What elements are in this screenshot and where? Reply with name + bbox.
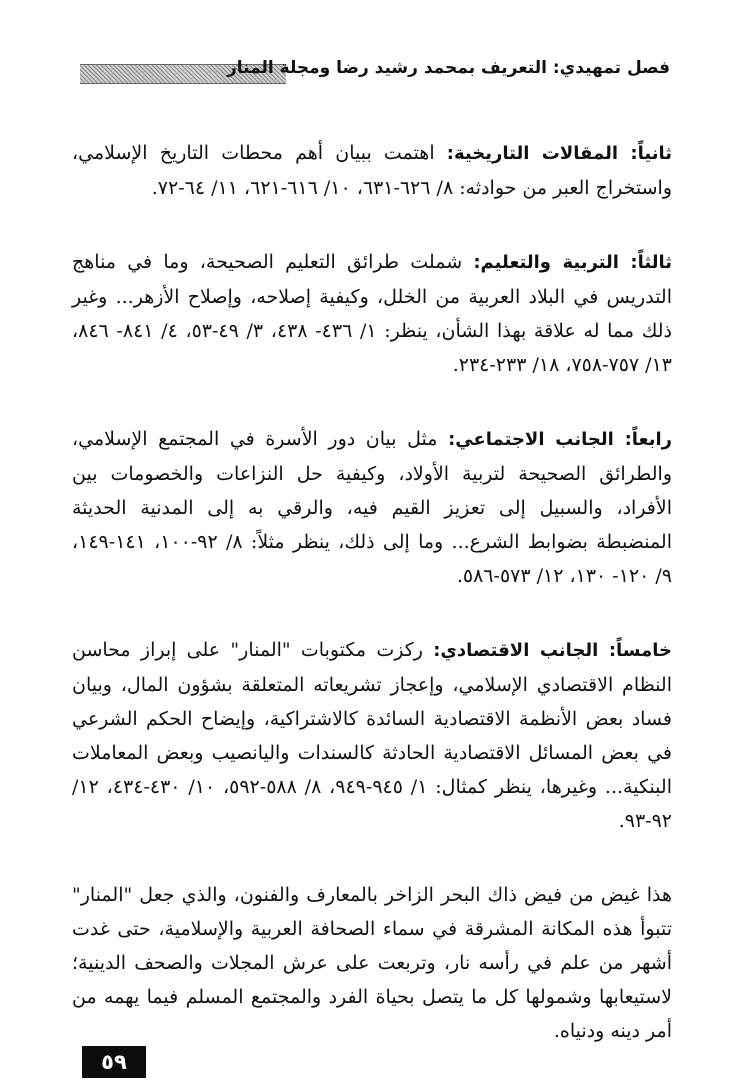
section-education [72, 245, 672, 382]
section-heading: خامساً: الجانب الاقتصادي: [433, 640, 672, 661]
running-header [80, 56, 670, 90]
section-historical [72, 136, 672, 205]
section-heading: ثانياً: المقالات التاريخية: [446, 143, 673, 164]
section-economic [72, 633, 672, 838]
section-text: اهتمت ببيان أهم محطات التاريخ الإسلامي، واستخراج العبر من حوادثه: ٨/ ٦٢٦-٦٣١، ١٠/ ٦١٦-٦٢١، ١١/ ٦٤-٧٢. [72, 142, 672, 199]
section-text: ركزت مكتوبات "المنار" على إبراز محاسن النظام الاقتصادي الإسلامي، وإعجاز تشريعاته المتعلقة بشؤون المال، وبيان فساد بعض الأنظمة الاقتصادية السائدة كالاشتراكية، وإيضاح الحكم الشرعي في بعض المسائل الاقتصادية الحادثة كالسندات واليانصيب وبعض المعاملات البنكية... وغيرها، ينظر كمثال: ١/ ٩٤٥-٩٤٩، ٨/ ٥٨٨-٥٩٢، ١٠/ ٤٣٠-٤٣٤، ١٢/ ٩٢-٩٣. [72, 639, 672, 832]
chapter-title: فصل تمهيدي: التعريف بمحمد رشيد رضا ومجلة المنار [227, 58, 670, 78]
closing-paragraph: هذا غيض من فيض ذاك البحر الزاخر بالمعارف والفنون، والذي جعل "المنار" تتبوأ هذه المكانة المشرقة في سماء الصحافة العربية والإسلامية، حتى غدت أشهر من علم في رأسه نار، وتربعت على عرش المجلات والصحف الدينية؛ لاستيعابها وشمولها كل ما يتصل بحياة الفرد والمجتمع المسلم فيما يهمه من أمر دينه ودنياه. [72, 884, 672, 1042]
page-number: ٥٩ [82, 1046, 146, 1078]
section-heading: ثالثاً: التربية والتعليم: [473, 252, 673, 273]
section-social [72, 422, 672, 593]
section-text: شملت طرائق التعليم الصحيحة، وما في مناهج التدريس في البلاد العربية من الخلل، وكيفية إصلاحه، وإصلاح الأزهر... وغير ذلك مما له علاقة بهذا الشأن، ينظر: ١/ ٤٣٦- ٤٣٨، ٣/ ٤٩-٥٣، ٤/ ٨٤١- ٨٤٦، ١٣/ ٧٥٧-٧٥٨، ١٨/ ٢٣٣-٢٣٤. [72, 251, 673, 376]
section-text: مثل بيان دور الأسرة في المجتمع الإسلامي، والطرائق الصحيحة لتربية الأولاد، وكيفية حل النزاعات والخصومات بين الأفراد، والسبيل إلى تعزيز القيم فيه، والرقي به إلى المدنية الحديثة المنضبطة بضوابط الشرع... وما إلى ذلك، ينظر مثلاً: ٨/ ٩٢-١٠٠، ١٤١-١٤٩، ٩/ ١٢٠- ١٣٠، ١٢/ ٥٧٣-٥٨٦. [72, 428, 673, 587]
section-heading: رابعاً: الجانب الاجتماعي: [448, 429, 672, 450]
page-body [72, 136, 672, 1048]
